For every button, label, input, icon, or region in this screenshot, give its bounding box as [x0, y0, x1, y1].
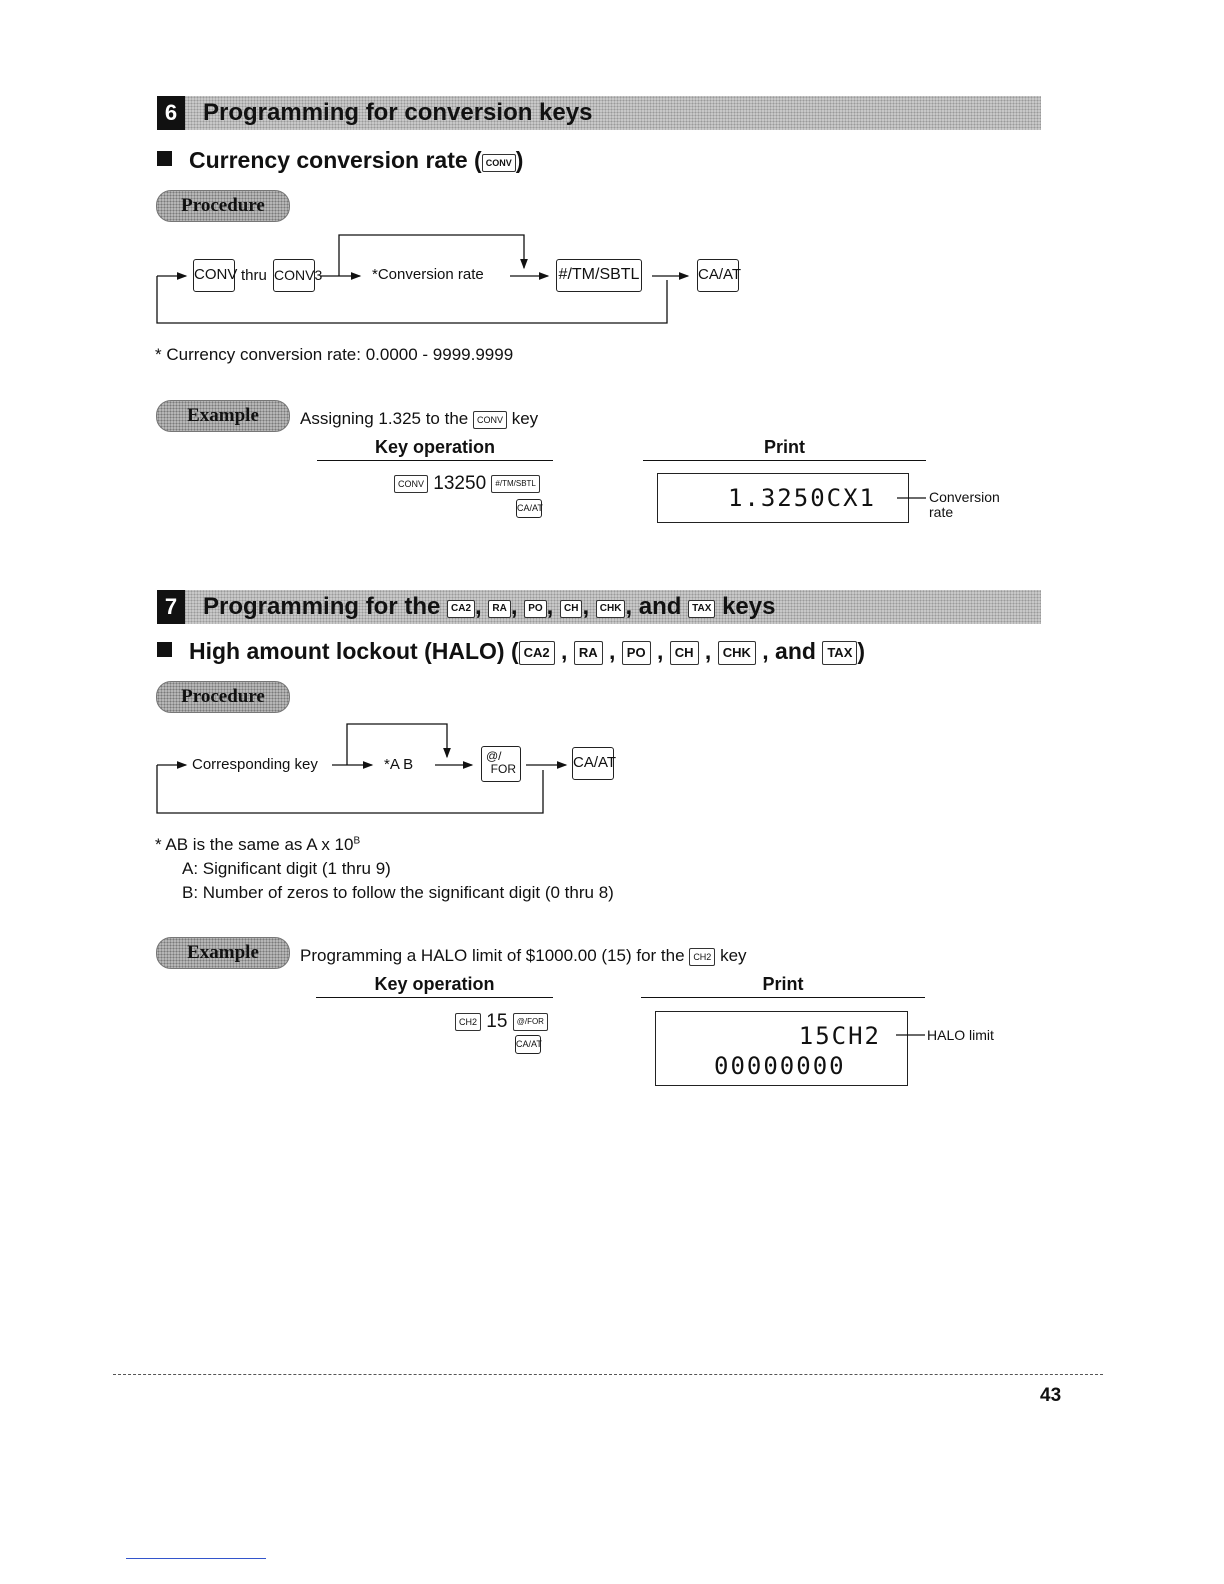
- ca-at-key-icon: CA/AT: [516, 499, 542, 518]
- section-6-number: 6: [157, 96, 185, 130]
- a-note: A: Significant digit (1 thru 9): [182, 859, 391, 878]
- print-header: Print: [643, 437, 926, 461]
- conv-key-icon: CONV: [394, 475, 428, 493]
- conversion-rate-note: * Currency conversion rate: 0.0000 - 9999.9999: [155, 345, 514, 364]
- key-operation-line: CONV 13250 #/TM/SBTL: [394, 473, 540, 495]
- section-6-title: Programming for conversion keys: [203, 99, 593, 126]
- for-key-icon: @/FOR: [513, 1013, 548, 1031]
- po-key-icon: PO: [524, 600, 546, 618]
- print-line-1: 15CH2: [798, 1022, 881, 1050]
- currency-conversion-heading: Currency conversion rate ( CONV ): [157, 147, 523, 174]
- conv-key: CONV: [193, 259, 235, 292]
- print-header: Print: [641, 974, 925, 998]
- ch-key-icon: CH: [670, 641, 699, 665]
- procedure-pill: Procedure: [156, 190, 290, 222]
- chk-key-icon: CHK: [718, 641, 756, 665]
- halo-limit-annotation: HALO limit: [927, 1027, 994, 1043]
- footer-divider: [113, 1374, 1103, 1375]
- ca-at-key: CA/AT: [697, 259, 739, 292]
- example-pill: Example: [156, 400, 290, 432]
- halo-heading: High amount lockout (HALO) ( CA2 , RA , PO , CH , CHK , and TAX ): [157, 638, 865, 665]
- ca-at-key: CA/AT: [572, 747, 614, 780]
- bottom-link-line: [126, 1558, 266, 1559]
- ch2-key-icon: CH2: [689, 948, 715, 966]
- po-key-icon: PO: [622, 641, 651, 665]
- page-number: 43: [1040, 1385, 1062, 1406]
- key-operation-line: CH2 15 @/FOR: [455, 1011, 548, 1033]
- section-7-title: Programming for the CA2 , RA , PO , CH , CHK , and TAX keys: [203, 593, 776, 620]
- conversion-rate-label: *Conversion rate: [372, 266, 484, 283]
- ra-key-icon: RA: [488, 600, 510, 618]
- ca2-key-icon: CA2: [519, 641, 555, 665]
- example-pill: Example: [156, 937, 290, 969]
- key-operation-header: Key operation: [317, 437, 553, 461]
- ch2-key-icon: CH2: [455, 1013, 481, 1031]
- conv3-key: CONV3: [273, 259, 315, 292]
- ca-at-key-icon: CA/AT: [515, 1035, 541, 1054]
- print-line-2: 00000000: [714, 1052, 846, 1080]
- ab-note: * AB is the same as A x $10^B$: [155, 835, 361, 854]
- conv-key-icon: CONV: [473, 411, 507, 429]
- tm-sbtl-key-icon: #/TM/SBTL: [491, 475, 539, 493]
- corresponding-key-label: Corresponding key: [192, 756, 318, 773]
- ra-key-icon: RA: [574, 641, 603, 665]
- ca2-key-icon: CA2: [447, 600, 475, 618]
- ch-key-icon: CH: [560, 600, 582, 618]
- tax-key-icon: TAX: [688, 600, 715, 618]
- print-line: 1.3250CX1: [727, 484, 876, 512]
- thru-label: thru: [241, 267, 267, 284]
- procedure-pill: Procedure: [156, 681, 290, 713]
- example-description: Programming a HALO limit of $1000.00 (15) for the CH2 key: [300, 946, 747, 965]
- conv-key-icon: CONV: [482, 154, 516, 172]
- conversion-annotation: Conversion rate: [929, 489, 1000, 520]
- section-7-number: 7: [157, 590, 185, 624]
- tm-sbtl-key: #/TM/SBTL: [556, 259, 642, 292]
- for-key: @/ FOR: [481, 746, 521, 782]
- example-description: Assigning 1.325 to the CONV key: [300, 409, 539, 428]
- tax-key-icon: TAX: [822, 641, 857, 665]
- b-note: B: Number of zeros to follow the significant digit (0 thru 8): [182, 883, 614, 902]
- key-operation-header: Key operation: [316, 974, 553, 998]
- chk-key-icon: CHK: [596, 600, 626, 618]
- ab-label: *A B: [384, 756, 414, 773]
